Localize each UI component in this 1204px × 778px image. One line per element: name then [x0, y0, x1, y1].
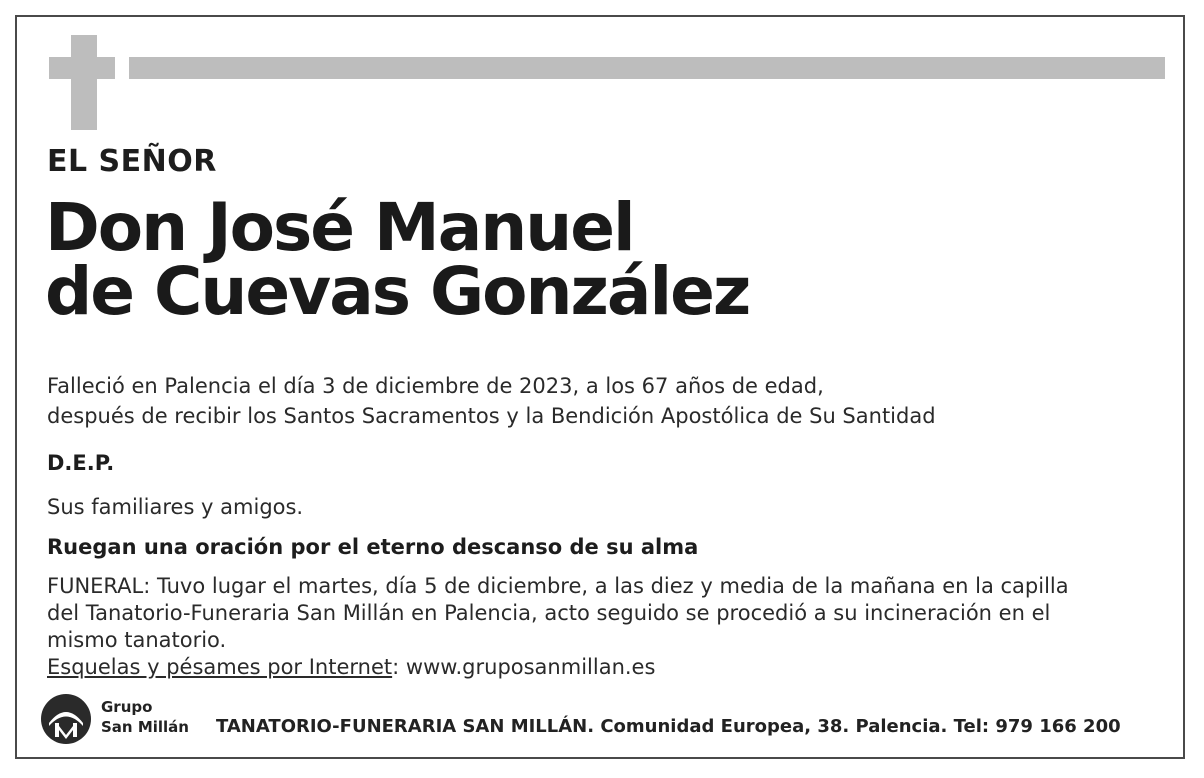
funeral-line-2: del Tanatorio-Funeraria San Millán en Palencia, acto seguido se procedió a su incineración en el — [47, 601, 1051, 625]
logo-line-1: Grupo — [101, 698, 153, 716]
name-line-1: Don José Manuel — [45, 189, 634, 266]
funeral-paragraph — [47, 573, 1127, 681]
internet-separator: : — [392, 655, 406, 679]
deceased-name — [45, 189, 750, 330]
internet-url[interactable]: www.gruposanmillan.es — [405, 655, 656, 679]
logo-wordmark — [101, 697, 189, 737]
mourners-text: Sus familiares y amigos. — [47, 495, 304, 519]
footer-address: TANATORIO-FUNERARIA SAN MILLÁN. Comunidad Europea, 38. Palencia. Tel: 979 166 200 — [216, 716, 1121, 737]
death-line-2: después de recibir los Santos Sacramentos y la Bendición Apostólica de Su Santidad — [47, 404, 936, 428]
logo-line-2: San Millán — [101, 718, 189, 736]
internet-line — [47, 654, 1127, 681]
cross-icon-horizontal — [49, 57, 115, 79]
grupo-san-millan-logo-icon — [40, 693, 92, 745]
funeral-line-1: FUNERAL: Tuvo lugar el martes, día 5 de diciembre, a las diez y media de la mañana en la capilla — [47, 574, 1069, 598]
death-line-1: Falleció en Palencia el día 3 de diciembre de 2023, a los 67 años de edad, — [47, 374, 824, 398]
name-line-2: de Cuevas González — [45, 253, 750, 330]
honorific: EL SEÑOR — [47, 144, 217, 179]
cross-icon-vertical — [71, 35, 97, 130]
header-bar — [129, 57, 1165, 79]
prayer-text: Ruegan una oración por el eterno descanso de su alma — [47, 535, 699, 559]
funeral-line-3: mismo tanatorio. — [47, 628, 227, 652]
rip-text: D.E.P. — [47, 451, 115, 475]
internet-label-link[interactable]: Esquelas y pésames por Internet — [47, 655, 393, 679]
